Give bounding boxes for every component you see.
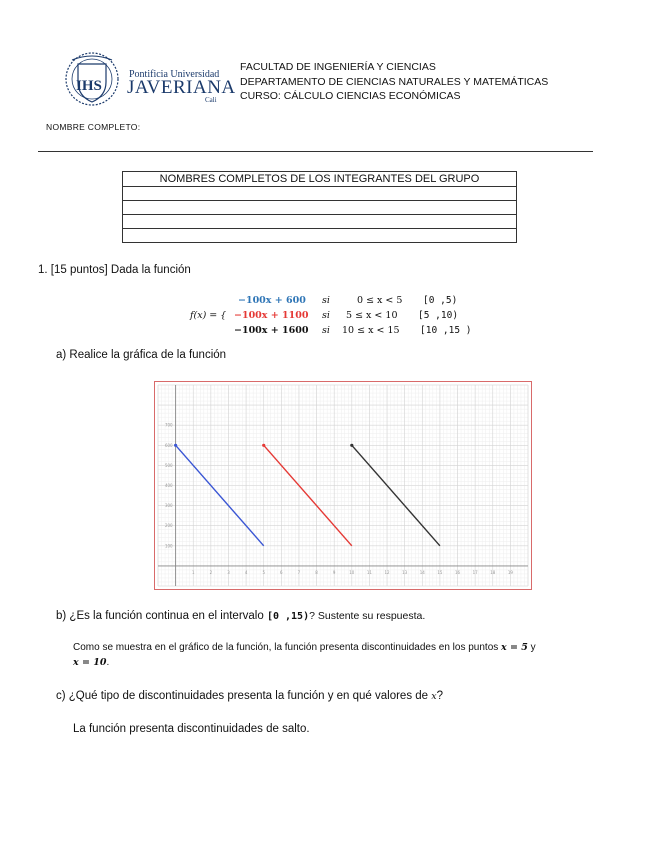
- answer-b-x10: x = 10: [73, 657, 107, 668]
- piece-3-interval: [10 ,15 ): [420, 325, 472, 336]
- x-tick-label: 11: [366, 569, 372, 575]
- header-faculty: FACULTAD DE INGENIERÍA Y CIENCIAS: [240, 61, 436, 73]
- y-tick-label: 600: [164, 442, 173, 448]
- x-tick-label: 9: [332, 569, 336, 575]
- piece-3-expr: −100x + 1600: [234, 325, 309, 336]
- answer-b-pre: Como se muestra en el gráfico de la función, la función presenta discontinuidades en los puntos: [73, 642, 502, 653]
- piece-1-interval: [0 ,5): [423, 295, 458, 306]
- answer-c: La función presenta discontinuidades de salto.: [73, 723, 310, 735]
- logo-line-2: JAVERIANA: [127, 77, 236, 98]
- x-tick-label: 14: [419, 569, 425, 575]
- x-tick-label: 3: [227, 569, 230, 575]
- x-tick-label: 16: [454, 569, 461, 575]
- answer-b-x5: x = 5: [501, 642, 528, 653]
- y-tick-label: 100: [164, 543, 173, 549]
- y-tick-label: 300: [164, 503, 173, 509]
- group-members-table: [122, 171, 517, 243]
- header-course: CURSO: CÁLCULO CIENCIAS ECONÓMICAS: [240, 90, 461, 102]
- x-tick-label: 19: [507, 569, 513, 575]
- y-tick-label: 400: [164, 483, 173, 488]
- shield-text: IHS: [76, 78, 102, 94]
- logo-line-3: Cali: [205, 96, 217, 104]
- part-b-text: [56, 610, 425, 622]
- series-start-point-2: [262, 444, 265, 447]
- y-tick-label: 500: [164, 462, 173, 468]
- piece-1-si: si: [322, 295, 330, 306]
- series-start-point-3: [350, 444, 353, 447]
- y-tick-label: 700: [164, 422, 173, 428]
- group-member-row[interactable]: [123, 229, 517, 243]
- part-c-pre: c) ¿Qué tipo de discontinuidades presenta la función y en qué valores de: [56, 690, 432, 702]
- x-tick-label: 2: [209, 569, 213, 575]
- x-tick-label: 15: [437, 569, 443, 575]
- name-underline: [38, 151, 593, 152]
- x-tick-label: 12: [384, 569, 390, 575]
- piece-3-si: si: [322, 325, 330, 336]
- part-b-pre: b) ¿Es la función continua en el intervalo: [56, 610, 267, 622]
- x-tick-label: 8: [315, 569, 318, 575]
- header-department: DEPARTAMENTO DE CIENCIAS NATURALES Y MATEMÁTICAS: [240, 76, 549, 88]
- part-c-x: x: [431, 691, 437, 702]
- x-tick-label: 18: [490, 569, 496, 575]
- group-member-row[interactable]: [123, 187, 517, 201]
- full-name-label: NOMBRE COMPLETO:: [46, 122, 141, 132]
- function-lhs: f(x) = {: [190, 310, 227, 321]
- part-c-text: [56, 690, 443, 702]
- part-a-text: a) Realice la gráfica de la función: [56, 349, 227, 361]
- group-member-row[interactable]: [123, 215, 517, 229]
- part-c-post: ?: [436, 690, 444, 702]
- piece-2-interval: [5 ,10): [418, 310, 459, 321]
- x-tick-label: 17: [472, 569, 478, 575]
- piece-1-cond: 0 ≤ x < 5: [357, 295, 403, 306]
- part-b-post: ? Sustente su respuesta.: [309, 610, 426, 622]
- logo-line-1: Pontificia Universidad: [129, 69, 220, 80]
- piece-2-expr: −100x + 1100: [234, 310, 309, 321]
- piece-3-cond: 10 ≤ x < 15: [342, 325, 400, 336]
- x-tick-label: 4: [244, 569, 248, 575]
- answer-b-end: .: [106, 657, 110, 668]
- answer-b-y: y: [527, 642, 536, 653]
- answer-b-line-2: [73, 657, 109, 668]
- piece-2-si: si: [322, 310, 330, 321]
- y-tick-label: 200: [164, 523, 173, 529]
- group-member-row[interactable]: [123, 201, 517, 215]
- group-table-header: NOMBRES COMPLETOS DE LOS INTEGRANTES DEL GRUPO: [123, 172, 517, 187]
- x-tick-label: 7: [297, 569, 301, 575]
- x-tick-label: 5: [262, 569, 265, 575]
- answer-b-line-1: [73, 642, 536, 653]
- series-start-point-1: [174, 444, 177, 447]
- piece-2-cond: 5 ≤ x < 10: [346, 310, 398, 321]
- x-tick-label: 1: [191, 569, 195, 575]
- piece-1-expr: −100x + 600: [238, 295, 306, 306]
- x-tick-label: 6: [280, 569, 283, 575]
- question-1-intro: 1. [15 puntos] Dada la función: [38, 264, 191, 276]
- function-graph: [154, 381, 532, 590]
- x-tick-label: 13: [402, 569, 408, 575]
- x-tick-label: 10: [349, 569, 355, 575]
- part-b-interval: [0 ,15): [266, 611, 310, 622]
